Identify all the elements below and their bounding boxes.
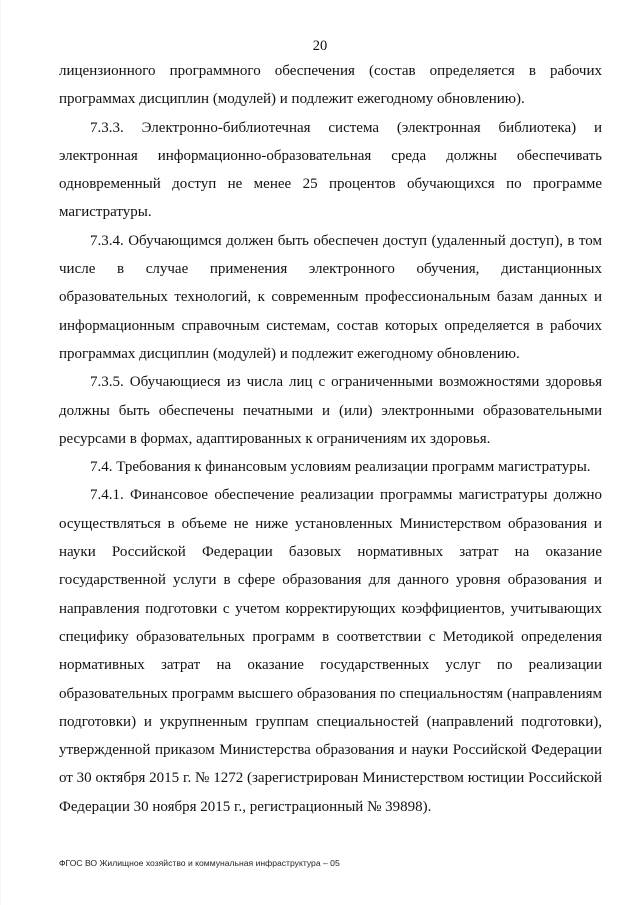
paragraph-7-3-4: 7.3.4. Обучающимся должен быть обеспечен доступ (удаленный доступ), в том числе в случае применения электронного обучения, дистанционных образовательных технологий, к современным профессиональным базам данных и информационным справочным системам, состав которых определяется в рабочих программах дисциплин (модулей) и подлежит ежегодному обновлению. (59, 232, 602, 362)
page-number: 20 (312, 38, 328, 54)
paragraph-7-3-5: 7.3.5. Обучающиеся из числа лиц с ограниченными возможностями здоровья должны быть обеспечены печатными и (или) электронными образовательными ресурсами в формах, адаптированных к ограничениям их здоровья. (59, 374, 602, 447)
body-text (59, 57, 602, 821)
paragraph-7-4-1: 7.4.1. Финансовое обеспечение реализации программы магистратуры должно осуществляться в объеме не ниже установленных Министерством образования и науки Российской Федерации базовых нормативных затрат на оказание государственной услуги в сфере образования для данного уровня образования и направления подготовки с учетом корректирующих коэффициентов, учитывающих специфику образовательных программ в соответствии с Методикой определения нормативных затрат на оказание государственных услуг по реализации образовательных программ высшего образования по специальностям (направлениям подготовки) и укрупненным группам специальностей (направлений подготовки), утвержденной приказом Министерства образования и науки Российской Федерации от 30 октября 2015 г. № 1272 (зарегистрирован Министерством юстиции Российской Федерации 30 ноября 2015 г., регистрационный № 39898). (59, 487, 602, 815)
scan-edge (0, 0, 1, 905)
paragraph-7-3-3: 7.3.3. Электронно-библиотечная система (электронная библиотека) и электронная информационно-образовательная среда должны обеспечивать одновременный доступ не менее 25 процентов обучающихся по программе магистратуры. (59, 119, 602, 221)
paragraph-licensed-software: лицензионного программного обеспечения (состав определяется в рабочих программах дисциплин (модулей) и подлежит ежегодному обновлению). (59, 63, 602, 108)
document-footer: ФГОС ВО Жилищное хозяйство и коммунальная инфраструктура – 05 (59, 858, 340, 868)
paragraph-7-4: 7.4. Требования к финансовым условиям реализации программ магистратуры. (90, 459, 591, 476)
